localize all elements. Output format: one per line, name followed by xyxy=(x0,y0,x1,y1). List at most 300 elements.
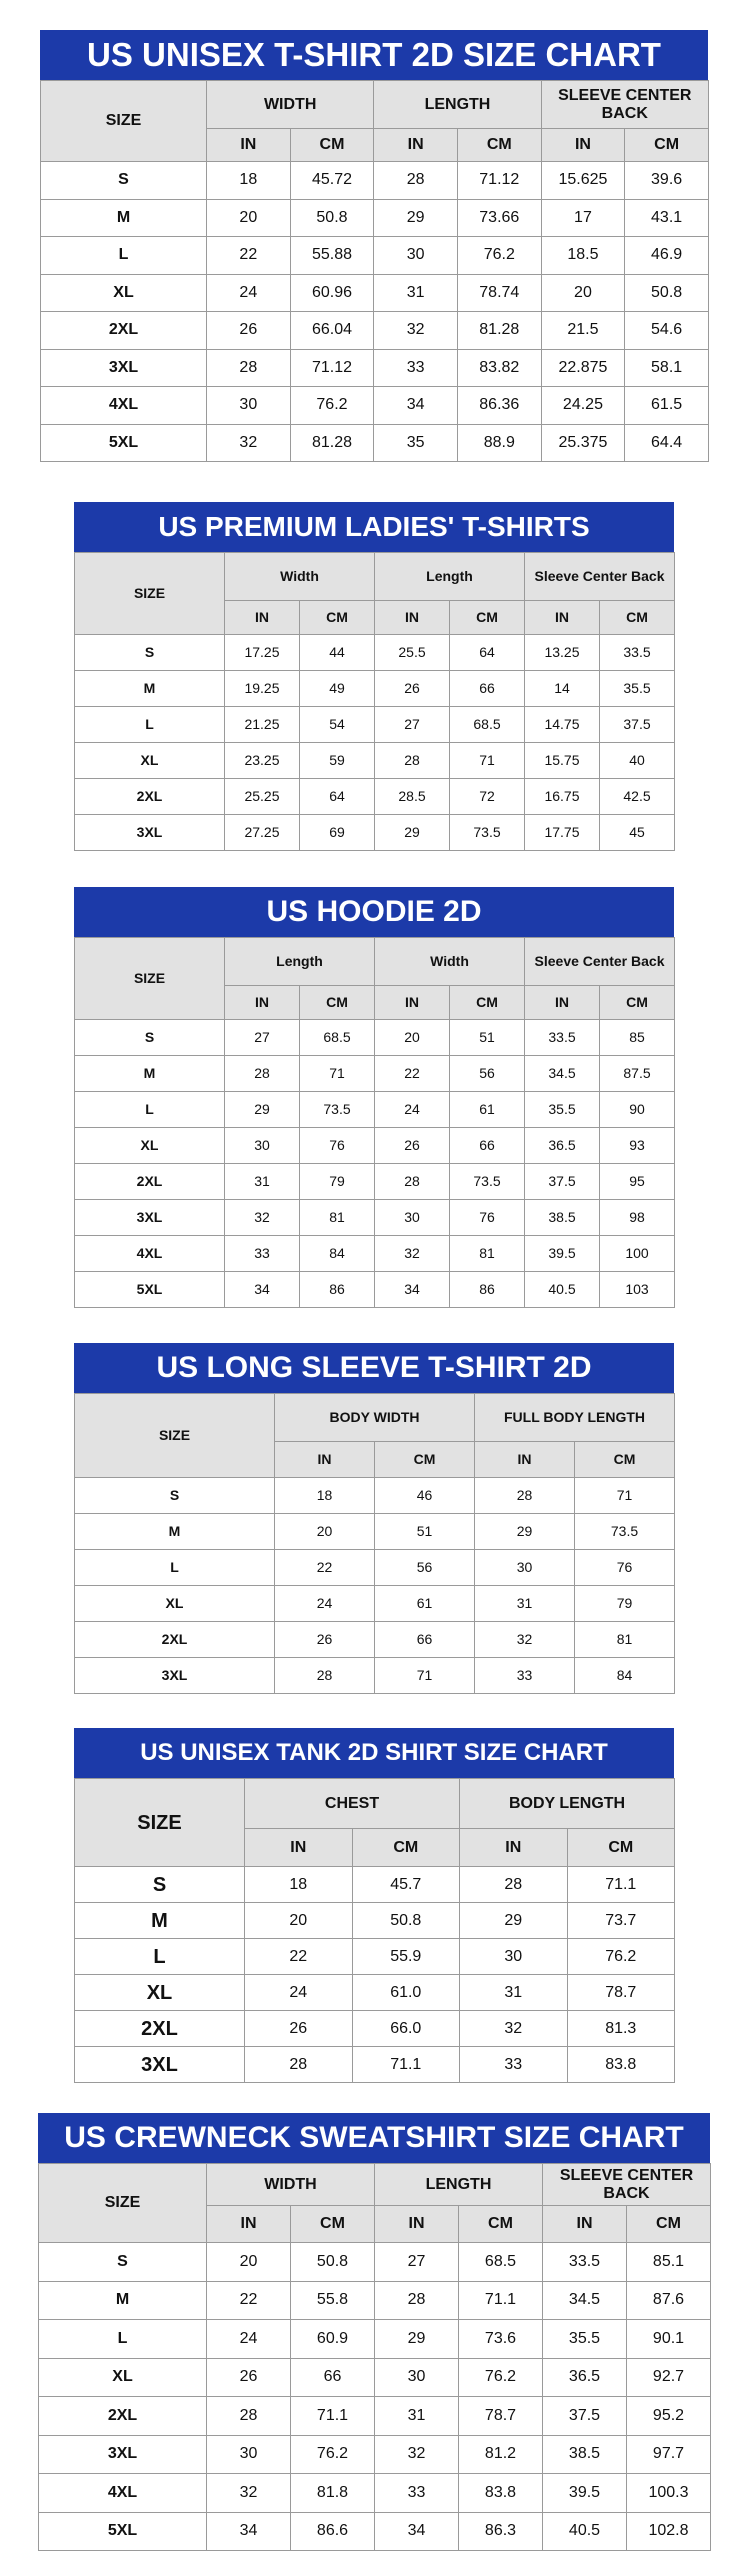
value-cell: 95 xyxy=(600,1164,675,1200)
value-cell: 79 xyxy=(300,1164,375,1200)
value-cell: 55.8 xyxy=(291,2281,375,2320)
value-cell: 31 xyxy=(374,274,458,312)
value-cell: 28 xyxy=(375,1164,450,1200)
value-cell: 81 xyxy=(450,1236,525,1272)
table-row xyxy=(75,1903,675,1939)
value-cell: 15.625 xyxy=(541,162,625,200)
size-cell: XL xyxy=(75,1975,245,2011)
size-table xyxy=(74,937,675,1308)
table-row xyxy=(41,237,709,275)
table-row xyxy=(75,635,675,671)
table-row xyxy=(39,2435,711,2474)
table-row xyxy=(39,2474,711,2513)
value-cell: 33.5 xyxy=(525,1020,600,1056)
value-cell: 26 xyxy=(207,312,291,350)
size-header: SIZE xyxy=(39,2164,207,2243)
value-cell: 29 xyxy=(460,1903,568,1939)
value-cell: 28 xyxy=(207,2397,291,2436)
table-row xyxy=(41,199,709,237)
value-cell: 73.66 xyxy=(457,199,541,237)
value-cell: 18.5 xyxy=(541,237,625,275)
unit-header-cm: CM xyxy=(300,601,375,635)
size-cell: L xyxy=(75,1092,225,1128)
size-cell: 4XL xyxy=(39,2474,207,2513)
value-cell: 34 xyxy=(207,2512,291,2551)
unit-header-cm: CM xyxy=(291,2206,375,2243)
size-cell: M xyxy=(75,1056,225,1092)
size-cell: 2XL xyxy=(75,1622,275,1658)
value-cell: 66 xyxy=(375,1622,475,1658)
unit-header-cm: CM xyxy=(600,986,675,1020)
value-cell: 15.75 xyxy=(525,743,600,779)
table-row xyxy=(75,1164,675,1200)
value-cell: 97.7 xyxy=(627,2435,711,2474)
value-cell: 32 xyxy=(374,312,458,350)
table-row xyxy=(75,1550,675,1586)
value-cell: 22.875 xyxy=(541,349,625,387)
table-row xyxy=(41,424,709,462)
value-cell: 50.8 xyxy=(352,1903,460,1939)
value-cell: 30 xyxy=(207,387,291,425)
value-cell: 28 xyxy=(245,2047,353,2083)
value-cell: 26 xyxy=(375,671,450,707)
value-cell: 71 xyxy=(300,1056,375,1092)
table-row xyxy=(39,2512,711,2551)
value-cell: 50.8 xyxy=(291,2243,375,2282)
size-cell: 2XL xyxy=(75,1164,225,1200)
value-cell: 33 xyxy=(375,2474,459,2513)
size-chart-2 xyxy=(74,502,674,851)
size-cell: L xyxy=(75,1939,245,1975)
value-cell: 26 xyxy=(275,1622,375,1658)
size-cell: 2XL xyxy=(39,2397,207,2436)
value-cell: 18 xyxy=(245,1867,353,1903)
value-cell: 44 xyxy=(300,635,375,671)
value-cell: 32 xyxy=(375,2435,459,2474)
group-header-row xyxy=(75,553,675,601)
value-cell: 20 xyxy=(207,199,291,237)
size-header: SIZE xyxy=(75,1779,245,1867)
size-cell: S xyxy=(39,2243,207,2282)
table-row xyxy=(75,1020,675,1056)
value-cell: 34 xyxy=(375,2512,459,2551)
value-cell: 78.74 xyxy=(457,274,541,312)
unit-header-in: IN xyxy=(375,986,450,1020)
unit-header-cm: CM xyxy=(300,986,375,1020)
value-cell: 26 xyxy=(245,2011,353,2047)
value-cell: 83.82 xyxy=(457,349,541,387)
unit-header-cm: CM xyxy=(450,601,525,635)
value-cell: 33 xyxy=(460,2047,568,2083)
column-group-sleeve-center-back: Sleeve Center Back xyxy=(525,553,675,601)
value-cell: 78.7 xyxy=(567,1975,675,2011)
value-cell: 76 xyxy=(575,1550,675,1586)
value-cell: 18 xyxy=(275,1478,375,1514)
value-cell: 31 xyxy=(375,2397,459,2436)
unit-header-in: IN xyxy=(525,601,600,635)
size-chart-6 xyxy=(38,2113,710,2551)
value-cell: 26 xyxy=(375,1128,450,1164)
value-cell: 46 xyxy=(375,1478,475,1514)
value-cell: 45 xyxy=(600,815,675,851)
size-cell: XL xyxy=(75,743,225,779)
value-cell: 73.5 xyxy=(450,815,525,851)
value-cell: 64 xyxy=(300,779,375,815)
unit-header-cm: CM xyxy=(600,601,675,635)
table-row xyxy=(41,162,709,200)
column-group-body-width: BODY WIDTH xyxy=(275,1394,475,1442)
value-cell: 27 xyxy=(225,1020,300,1056)
value-cell: 30 xyxy=(475,1550,575,1586)
value-cell: 81.28 xyxy=(290,424,374,462)
table-row xyxy=(75,1622,675,1658)
value-cell: 100.3 xyxy=(627,2474,711,2513)
chart-title: US UNISEX T-SHIRT 2D SIZE CHART xyxy=(40,30,708,80)
value-cell: 33.5 xyxy=(543,2243,627,2282)
value-cell: 39.6 xyxy=(625,162,709,200)
value-cell: 49 xyxy=(300,671,375,707)
value-cell: 20 xyxy=(275,1514,375,1550)
value-cell: 28 xyxy=(460,1867,568,1903)
value-cell: 81.28 xyxy=(457,312,541,350)
value-cell: 24 xyxy=(375,1092,450,1128)
value-cell: 33 xyxy=(475,1658,575,1694)
value-cell: 90 xyxy=(600,1092,675,1128)
size-chart-3 xyxy=(74,887,674,1308)
value-cell: 71.1 xyxy=(352,2047,460,2083)
table-row xyxy=(75,1586,675,1622)
size-cell: XL xyxy=(75,1586,275,1622)
size-cell: 4XL xyxy=(41,387,207,425)
column-group-length: Length xyxy=(225,938,375,986)
value-cell: 58.1 xyxy=(625,349,709,387)
value-cell: 81 xyxy=(300,1200,375,1236)
value-cell: 24 xyxy=(207,274,291,312)
table-row xyxy=(39,2358,711,2397)
value-cell: 43.1 xyxy=(625,199,709,237)
unit-header-cm: CM xyxy=(450,986,525,1020)
size-cell: 3XL xyxy=(75,815,225,851)
table-row xyxy=(75,1092,675,1128)
unit-header-in: IN xyxy=(375,2206,459,2243)
table-row xyxy=(41,312,709,350)
value-cell: 22 xyxy=(245,1939,353,1975)
table-row xyxy=(75,1272,675,1308)
chart-title: US HOODIE 2D xyxy=(74,887,674,937)
value-cell: 25.5 xyxy=(375,635,450,671)
value-cell: 17.75 xyxy=(525,815,600,851)
value-cell: 83.8 xyxy=(459,2474,543,2513)
value-cell: 30 xyxy=(225,1128,300,1164)
value-cell: 86.6 xyxy=(291,2512,375,2551)
value-cell: 35 xyxy=(374,424,458,462)
value-cell: 30 xyxy=(375,2358,459,2397)
size-cell: M xyxy=(41,199,207,237)
value-cell: 92.7 xyxy=(627,2358,711,2397)
size-cell: L xyxy=(75,1550,275,1586)
value-cell: 40 xyxy=(600,743,675,779)
value-cell: 40.5 xyxy=(525,1272,600,1308)
unit-header-in: IN xyxy=(525,986,600,1020)
size-cell: S xyxy=(75,1020,225,1056)
size-cell: L xyxy=(41,237,207,275)
value-cell: 33 xyxy=(225,1236,300,1272)
table-row xyxy=(75,1128,675,1164)
value-cell: 85.1 xyxy=(627,2243,711,2282)
value-cell: 29 xyxy=(375,2320,459,2359)
value-cell: 71 xyxy=(375,1658,475,1694)
column-group-width: WIDTH xyxy=(207,81,374,129)
value-cell: 30 xyxy=(460,1939,568,1975)
table-row xyxy=(75,671,675,707)
value-cell: 31 xyxy=(460,1975,568,2011)
size-cell: 4XL xyxy=(75,1236,225,1272)
size-cell: 3XL xyxy=(75,1658,275,1694)
unit-header-cm: CM xyxy=(290,129,374,162)
value-cell: 22 xyxy=(207,2281,291,2320)
chart-title: US UNISEX TANK 2D SHIRT SIZE CHART xyxy=(74,1728,674,1778)
size-cell: S xyxy=(75,1867,245,1903)
value-cell: 33 xyxy=(374,349,458,387)
value-cell: 27 xyxy=(375,2243,459,2282)
group-header-row xyxy=(75,1779,675,1829)
value-cell: 98 xyxy=(600,1200,675,1236)
value-cell: 30 xyxy=(207,2435,291,2474)
table-row xyxy=(75,1658,675,1694)
value-cell: 25.375 xyxy=(541,424,625,462)
size-cell: 3XL xyxy=(41,349,207,387)
unit-header-cm: CM xyxy=(457,129,541,162)
unit-header-cm: CM xyxy=(567,1829,675,1867)
value-cell: 24 xyxy=(207,2320,291,2359)
size-table xyxy=(74,1393,675,1694)
value-cell: 30 xyxy=(375,1200,450,1236)
value-cell: 14.75 xyxy=(525,707,600,743)
value-cell: 20 xyxy=(245,1903,353,1939)
value-cell: 28 xyxy=(375,743,450,779)
value-cell: 102.8 xyxy=(627,2512,711,2551)
value-cell: 38.5 xyxy=(543,2435,627,2474)
value-cell: 29 xyxy=(375,815,450,851)
value-cell: 71.12 xyxy=(457,162,541,200)
value-cell: 36.5 xyxy=(525,1128,600,1164)
value-cell: 76.2 xyxy=(290,387,374,425)
size-cell: S xyxy=(41,162,207,200)
value-cell: 18 xyxy=(207,162,291,200)
size-cell: 3XL xyxy=(39,2435,207,2474)
value-cell: 35.5 xyxy=(525,1092,600,1128)
value-cell: 59 xyxy=(300,743,375,779)
column-group-sleeve-center-back: SLEEVE CENTER BACK xyxy=(543,2164,711,2206)
value-cell: 39.5 xyxy=(525,1236,600,1272)
value-cell: 71.1 xyxy=(459,2281,543,2320)
value-cell: 33.5 xyxy=(600,635,675,671)
value-cell: 51 xyxy=(375,1514,475,1550)
value-cell: 56 xyxy=(375,1550,475,1586)
value-cell: 31 xyxy=(225,1164,300,1200)
table-row xyxy=(75,1975,675,2011)
size-cell: M xyxy=(75,671,225,707)
size-cell: XL xyxy=(39,2358,207,2397)
size-cell: L xyxy=(75,707,225,743)
value-cell: 36.5 xyxy=(543,2358,627,2397)
chart-title: US CREWNECK SWEATSHIRT SIZE CHART xyxy=(38,2113,710,2163)
value-cell: 71.1 xyxy=(291,2397,375,2436)
value-cell: 69 xyxy=(300,815,375,851)
value-cell: 68.5 xyxy=(459,2243,543,2282)
value-cell: 73.6 xyxy=(459,2320,543,2359)
value-cell: 28 xyxy=(275,1658,375,1694)
value-cell: 20 xyxy=(541,274,625,312)
value-cell: 50.8 xyxy=(625,274,709,312)
table-row xyxy=(75,1939,675,1975)
unit-header-in: IN xyxy=(460,1829,568,1867)
value-cell: 87.5 xyxy=(600,1056,675,1092)
value-cell: 61.0 xyxy=(352,1975,460,2011)
column-group-length: LENGTH xyxy=(375,2164,543,2206)
size-table xyxy=(74,552,675,851)
value-cell: 71.1 xyxy=(567,1867,675,1903)
value-cell: 56 xyxy=(450,1056,525,1092)
chart-title: US LONG SLEEVE T-SHIRT 2D xyxy=(74,1343,674,1393)
value-cell: 31 xyxy=(475,1586,575,1622)
column-group-full-body-length: FULL BODY LENGTH xyxy=(475,1394,675,1442)
value-cell: 83.8 xyxy=(567,2047,675,2083)
value-cell: 32 xyxy=(475,1622,575,1658)
size-header: SIZE xyxy=(75,553,225,635)
size-table xyxy=(40,80,709,462)
value-cell: 76 xyxy=(450,1200,525,1236)
value-cell: 28 xyxy=(375,2281,459,2320)
value-cell: 20 xyxy=(375,1020,450,1056)
value-cell: 68.5 xyxy=(450,707,525,743)
column-group-sleeve-center-back: SLEEVE CENTER BACK xyxy=(541,81,708,129)
column-group-body-length: BODY LENGTH xyxy=(460,1779,675,1829)
value-cell: 73.5 xyxy=(575,1514,675,1550)
size-cell: L xyxy=(39,2320,207,2359)
table-row xyxy=(41,387,709,425)
value-cell: 37.5 xyxy=(600,707,675,743)
value-cell: 71 xyxy=(575,1478,675,1514)
value-cell: 61.5 xyxy=(625,387,709,425)
table-row xyxy=(41,349,709,387)
value-cell: 46.9 xyxy=(625,237,709,275)
size-cell: M xyxy=(39,2281,207,2320)
value-cell: 84 xyxy=(300,1236,375,1272)
group-header-row xyxy=(41,81,709,129)
value-cell: 37.5 xyxy=(543,2397,627,2436)
value-cell: 34 xyxy=(374,387,458,425)
value-cell: 38.5 xyxy=(525,1200,600,1236)
unit-header-in: IN xyxy=(225,986,300,1020)
value-cell: 22 xyxy=(275,1550,375,1586)
value-cell: 86.36 xyxy=(457,387,541,425)
unit-header-cm: CM xyxy=(575,1442,675,1478)
value-cell: 28 xyxy=(207,349,291,387)
value-cell: 61 xyxy=(375,1586,475,1622)
value-cell: 95.2 xyxy=(627,2397,711,2436)
table-row xyxy=(75,1514,675,1550)
column-group-length: Length xyxy=(375,553,525,601)
value-cell: 37.5 xyxy=(525,1164,600,1200)
size-cell: 5XL xyxy=(75,1272,225,1308)
unit-header-in: IN xyxy=(207,129,291,162)
value-cell: 35.5 xyxy=(600,671,675,707)
value-cell: 21.5 xyxy=(541,312,625,350)
table-row xyxy=(75,1056,675,1092)
size-header: SIZE xyxy=(75,1394,275,1478)
value-cell: 24 xyxy=(275,1586,375,1622)
unit-header-in: IN xyxy=(207,2206,291,2243)
value-cell: 32 xyxy=(207,424,291,462)
value-cell: 81.2 xyxy=(459,2435,543,2474)
value-cell: 86 xyxy=(300,1272,375,1308)
value-cell: 25.25 xyxy=(225,779,300,815)
group-header-row xyxy=(39,2164,711,2206)
value-cell: 61 xyxy=(450,1092,525,1128)
value-cell: 81 xyxy=(575,1622,675,1658)
value-cell: 54.6 xyxy=(625,312,709,350)
table-row xyxy=(75,1478,675,1514)
value-cell: 76 xyxy=(300,1128,375,1164)
value-cell: 22 xyxy=(375,1056,450,1092)
value-cell: 66.0 xyxy=(352,2011,460,2047)
value-cell: 14 xyxy=(525,671,600,707)
value-cell: 66.04 xyxy=(290,312,374,350)
table-row xyxy=(39,2320,711,2359)
value-cell: 24 xyxy=(245,1975,353,2011)
value-cell: 87.6 xyxy=(627,2281,711,2320)
size-header: SIZE xyxy=(41,81,207,162)
value-cell: 42.5 xyxy=(600,779,675,815)
table-row xyxy=(75,779,675,815)
size-cell: 5XL xyxy=(39,2512,207,2551)
table-row xyxy=(75,1200,675,1236)
value-cell: 16.75 xyxy=(525,779,600,815)
column-group-width: Width xyxy=(375,938,525,986)
value-cell: 76.2 xyxy=(567,1939,675,1975)
value-cell: 29 xyxy=(475,1514,575,1550)
value-cell: 84 xyxy=(575,1658,675,1694)
value-cell: 24.25 xyxy=(541,387,625,425)
value-cell: 100 xyxy=(600,1236,675,1272)
value-cell: 85 xyxy=(600,1020,675,1056)
column-group-chest: CHEST xyxy=(245,1779,460,1829)
value-cell: 88.9 xyxy=(457,424,541,462)
value-cell: 66 xyxy=(450,671,525,707)
value-cell: 73.5 xyxy=(300,1092,375,1128)
size-chart-4 xyxy=(74,1343,674,1694)
table-row xyxy=(75,743,675,779)
value-cell: 68.5 xyxy=(300,1020,375,1056)
value-cell: 45.72 xyxy=(290,162,374,200)
size-cell: 5XL xyxy=(41,424,207,462)
value-cell: 76.2 xyxy=(457,237,541,275)
table-row xyxy=(75,815,675,851)
table-row xyxy=(75,1867,675,1903)
size-cell: 2XL xyxy=(75,2011,245,2047)
value-cell: 32 xyxy=(207,2474,291,2513)
value-cell: 13.25 xyxy=(525,635,600,671)
unit-header-in: IN xyxy=(275,1442,375,1478)
size-cell: XL xyxy=(75,1128,225,1164)
value-cell: 21.25 xyxy=(225,707,300,743)
size-cell: S xyxy=(75,1478,275,1514)
unit-header-cm: CM xyxy=(375,1442,475,1478)
size-cell: M xyxy=(75,1514,275,1550)
unit-header-cm: CM xyxy=(459,2206,543,2243)
unit-header-in: IN xyxy=(543,2206,627,2243)
